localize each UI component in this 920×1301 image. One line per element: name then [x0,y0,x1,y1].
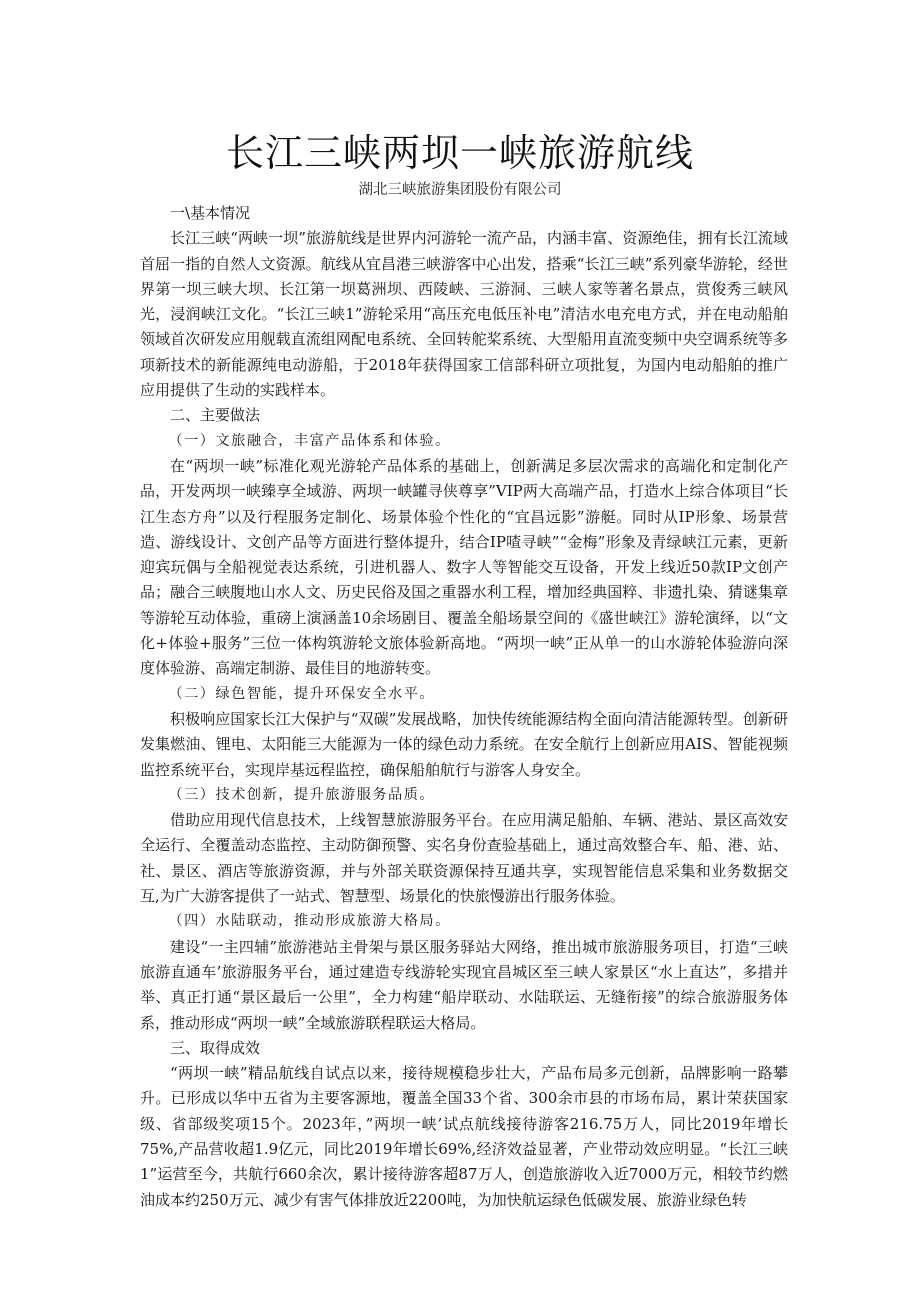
organization-name: 湖北三峡旅游集团股份有限公司 [358,182,562,198]
paragraph: 在“两坝一峡”标准化观光游轮产品体系的基础上，创新满足多层次需求的高端化和定制化产品，开发两坝一峡臻享全域游、两坝一峡罐寻侠尊享”VIP两大高端产品，打造水上综合体项目“长江生态方舟”以及行程服务定制化、场景体验个性化的“宜昌远影”游艇。同时从IP形象、场景营造、游线设计、文创产品等方面进行整体提升，结合IP喳寻峡”“金梅”形象及青绿峡江元素，更新迎宾玩偶与全船视觉表达系统，引进机器人、数字人等智能交互设备，开发上线近50款IP文创产品；融合三峡腹地山水人文、历史民俗及国之重器水利工程，增加经典国粹、非遗扎染、猜谜集章等游轮互动体验，重磅上演涵盖10余场剧目、覆盖全船场景空间的《盛世峡江》游轮演绎，以“文化+体验+服务”三位一体构筑游轮文旅体验新高地。“两坝一峡”正从单一的山水游轮体验游向深度体验游、高端定制游、最佳目的地游转变。 [140,456,788,678]
document-title: 长江三峡两坝一峡旅游航线 [225,131,694,175]
document-body [140,201,788,1213]
subsection-heading: （四）水陆联动，推动形成旅游大格局。 [168,913,451,930]
section-heading: 三、取得成效 [170,1038,261,1057]
section-heading: 一\基本情况 [170,204,251,222]
subsection-heading: （一）文旅融合，丰富产品体系和体验。 [168,432,451,449]
paragraph: 长江三峡“两峡一坝”旅游航线是世界内河游轮一流产品，内涵丰富、资源绝佳，拥有长江流域首屈一指的自然人文资源。航线从宜昌港三峡游客中心出发，搭乘“长江三峡”系列豪华游轮，经世界第一坝三峡大坝、长江第一坝葛洲坝、西陵峡、三游洞、三峡人家等著名景点，赏俊秀三峡风光，浸润峡江文化。“长江三峡1”游轮采用“高压充电低压补电”清洁水电充电方式，并在电动船舶领域首次研发应用舰载直流组网配电系统、全回转舵桨系统、大型船用直流变频中央空调系统等多项新技术的新能源纯电动游船，于2018年获得国家工信部科研立项批复，为国内电动船舶的推广应用提供了生动的实践样本。 [140,229,788,400]
subsection-heading: （三）技术创新，提升旅游服务品质。 [168,786,436,803]
paragraph: 借助应用现代信息技术，上线智慧旅游服务平台。在应用满足船舶、车辆、港站、景区高效安全运行、全覆盖动态监控、主动防御预警、实名身份查验基础上，通过高效整合车、船、港、站、社、景区、酒店等旅游资源，并与外部关联资源保持互通共享，实现智能信息采集和业务数据交互,为广大游客提供了一站式、智慧型、场景化的快旅慢游出行服务体验。 [140,811,788,906]
subsection-heading: （二）绿色智能，提升环保安全水平。 [168,685,436,702]
paragraph: 建设“一主四辅”旅游港站主骨架与景区服务驿站大网络，推出城市旅游服务项目，打造“三峡旅游直通车’旅游服务平台，通过建造专线游轮实现宜昌城区至三峡人家景区“水上直达”，多措并举、真正打通“景区最后一公里”，全力构建“船岸联动、水陆联运、无缝衔接”的综合旅游服务体系，推动形成“两坝一峡”全域旅游联程联运大格局。 [140,937,788,1032]
section-heading: 二、主要做法 [170,406,261,425]
paragraph: 积极响应国家长江大保护与“双碳”发展战略，加快传统能源结构全面向清洁能源转型。创新研发集燃油、锂电、太阳能三大能源为一体的绿色动力系统。在安全航行上创新应用AIS、智能视频监控系统平台，实现岸基远程监控，确保船舶航行与游客人身安全。 [140,709,788,779]
paragraph: “两坝一峡”精品航线自试点以来，接待规模稳步壮大，产品布局多元创新，品牌影响一路攀升。已形成以华中五省为主要客源地，覆盖全国33个省、300余市县的市场布局，累计荣获国家级、省部级奖项15个。2023年，”两坝一峡’试点航线接待游客216.75万人，同比2019年增长75%,产品营收超1.9亿元，同比2019年增长69%,经济效益显著，产业带动效应明显。“长江三峡1”运营至今，共航行660余次，累计接待游客超87万人，创造旅游收入近7000万元，相较节约燃油成本约250万元、减少有害气体排放近2200吨，为加快航运绿色低碳发展、旅游业绿色转 [140,1064,788,1209]
